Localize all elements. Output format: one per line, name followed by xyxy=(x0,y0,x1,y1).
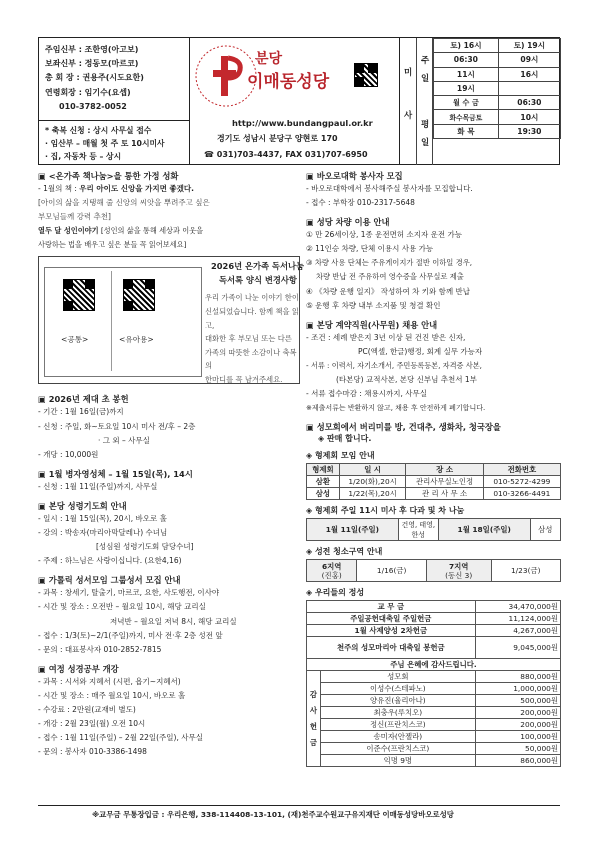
thanks-side-label: 감사헌금 xyxy=(307,671,321,767)
staff-funeral: 연령회장 : 임기수(요셉) xyxy=(45,87,131,97)
section-family-reading: ▣ <온가족 책나눔>을 통한 가정 성화 xyxy=(38,170,300,182)
blessing-notes: * 축복 신청 : 상시 사무실 접수 · 임산부 – 매월 첫 주 토 10시미사 · 집, 자동차 등 – 상시 xyxy=(45,126,165,162)
section-prayer-meeting: ▣ 본당 성령기도회 안내 xyxy=(38,500,300,512)
qr-common-icon[interactable] xyxy=(63,279,95,311)
section-paul-college: ▣ 바오로대학 봉사자 모집 xyxy=(306,170,561,182)
brotherhood-meeting-table: 형제회 일 시 장 소 전화번호 삼환 1/20(화),20시 관리사무실노인정 010-5272-4299 삼성 1/22(목),20시 관 리 사 무 소 010-3266-4491 xyxy=(306,463,561,500)
footer-bank-info: ※교무금 무통장입금 : 우리은행, 338-114408-13-101, (재)천주교수원교구유지재단 이매동성당바오로성당 xyxy=(92,810,454,819)
brotherhood-meeting-title: ◈ 형제회 모임 안내 xyxy=(306,450,561,461)
section-sick-communion: ▣ 1월 병자영성체 – 1월 15일(목), 14시 xyxy=(38,468,300,480)
parish-phone: ☎ 031)703-4437, FAX 031)707-6950 xyxy=(204,150,368,159)
qr-infant-icon[interactable] xyxy=(123,279,155,311)
section-candle-offering: ▣ 2026년 제대 초 봉헌 xyxy=(38,393,300,405)
staff-assistant: 보좌신부 : 정동모(마르코) xyxy=(45,59,139,69)
bulletin-header xyxy=(38,37,560,165)
staff-phone: 010-3782-0052 xyxy=(59,101,127,111)
homepage-qr-icon xyxy=(354,63,378,87)
reading-log-box: <공통> <유아용> 2026년 온가족 독서나눔 독서록 양식 변경사항 우리 가족이 나눈 이야기 한이 신설되었습니다. 함께 책을 읽고, 대화한 후 부모님 또는 다른 가족의 따뜻한 소감이나 축복의 한마디를 꼭 남겨주세요. xyxy=(38,256,300,384)
section-vehicle-use: ▣ 성당 차량 이용 안내 xyxy=(306,216,561,228)
qr-infant-label: <유아용> xyxy=(119,335,154,345)
tea-sharing-title: ◈ 형제회 주일 11시 미사 후 다과 및 차 나눔 xyxy=(306,505,561,516)
section-mothers-sale: ▣ 성모회에서 버리미를 방, 건대추, 생화차, 청국장을 xyxy=(306,421,561,433)
thanks-heading: 주님 은혜에 감사드립니다. xyxy=(307,659,561,671)
cleaning-area-table: 6지역 (진홍) 1/16(금) 7지역 (동신 3) 1/23(금) xyxy=(306,559,561,582)
qr-common-label: <공통> xyxy=(61,335,89,345)
homepage-url[interactable]: http://www.bundangpaul.or.kr xyxy=(232,118,373,128)
parish-name: 이매동성당 xyxy=(247,72,330,92)
mass-schedule xyxy=(399,38,561,165)
cleaning-area-title: ◈ 성전 청소구역 안내 xyxy=(306,546,561,557)
box-title: 2026년 온가족 독서나눔 xyxy=(211,261,304,272)
staff-pastor: 주임신부 : 조한영(아고보) xyxy=(45,45,139,54)
parish-address: 경기도 성남시 분당구 양현로 170 xyxy=(217,134,338,143)
right-column: ▣ 바오로대학 봉사자 모집 - 바오로대학에서 봉사해주실 봉사자를 모집합니다. - 접수 : 부학장 010-2317-5648 ▣ 성당 차량 이용 안내 ① 만 26세이상, 1종 운전면허 소지자 운전 가능 ② 11인승 차량, 단체 이용시 사용 가능 ③ 차량 사용 단체는 주유게이지가 절반 이하일 경우, 차량 반납 전 주유하여 영수증을 사무실로 제출 ④ 《차량 운행 일지》 작성하여 차 키와 함께 반납 ⑤ 운행 후 차량 내부 소지품 및 청결 확인 ▣ 본당 계약직원(사무원) 채용 안내 - 조건 : 세례 받은지 3년 이상 된 건진 받은 신자, PC(엑셀, 한글)행정, 회계 실무 가능자 - 서류 : 이력서, 자기소개서, 주민등록등본, 자격증 사본, (타본당) 교적사본, 본당 신부님 추천서 1부 - 서류 접수마감 : 채용시까지, 사무실 ※제출서류는 반환하지 않고, 채용 후 안전하게 폐기합니다. ▣ 성모회에서 버리미를 방, 건대추, 생화차, 청국장을 ◈ 판매 합니다. ◈ 형제회 모임 안내 형제회 일 시 장 소 전화번호 삼환 1/20(화),20시 관리사무실노인정 010-5272-4299 삼성 1/22(목),20시 관 리 사 무 소 010-3266-4491 ◈ 형제회 주일 11시 미사 후 다과 및 차 나눔 1월 11일(주일) 건영, 태영,한성 1월 18일(주일) 삼성 ◈ 성전 청소구역 안내 6지역 (진홍) 1/16(금) 7지역 (동신 3) 1/23(금) ◈ 우리들의 정성 교 무 금 34,470,000원 주일공헌대축일 주일헌금 11,124,000원 1월 사제양성 2차헌금 4,267,000원 천주의 성모마리아 대축일 봉헌금 9,045,000원 주님 은혜에 감사드립니다. 감사헌금 성모회 880,000원 이성수(스테파노) 1,000,000원 양유진(율리아나) 500,000원 최충우(루치오) 200,000원 정신(프란치스코) 200,000원 송미자(안젤라) 100,000원 이준수(프란치스코) 50,000원 익명 9명 860,000원 xyxy=(306,170,561,767)
weekday-label: 평 일 xyxy=(421,120,430,148)
section-bible-study: ▣ 여정 성경공부 개강 xyxy=(38,663,300,675)
mass-label: 미 사 xyxy=(404,68,413,121)
left-column: ▣ <온가족 책나눔>을 통한 가정 성화 - 1월의 책 : 우리 아이도 신앙을 가지면 좋겠다. [아이의 삶을 지탱해 줄 신앙의 씨앗을 뿌려주고 싶은 부모님들께 강력 추천] 열두 달 성인이야기 [성인의 삶을 통해 세상과 이웃을 사랑하는 법을 배우고 싶은 분들 꼭 읽어보세요] <공통> <유아용> 2026년 온가족 독서나눔 독서록 양식 변경사항 우리 가족이 나눈 이야기 한이 신설되었습니다. 함께 책을 읽고, 대화한 후 부모님 또는 다른 가족의 따뜻한 소감이나 축복의 한마디를 꼭 남겨주세요. ▣ 2026년 제대 초 봉헌 - 기간 : 1월 16일(금)까지 - 신청 : 주일, 화~토요일 10시 미사 전/후 – 2층 · 그 외 – 사무실 - 개당 : 10,000원 ▣ 1월 병자영성체 – 1월 15일(목), 14시 - 신청 : 1월 11일(주일)까지, 사무실 ▣ 본당 성령기도회 안내 - 일시 : 1월 15일(목), 20시, 바오로 홀 - 강의 : 박송자(마리아막달레나) 수녀님 [성심원 성령기도회 담당수녀] - 주제 : 하느님은 사랑이십니다. (요한4,16) ▣ 가톨릭 성서모임 그룹성서 모집 안내 - 과목 : 창세기, 탈출기, 마르코, 요한, 사도행전, 이사야 - 시간 및 장소 : 오전반 – 월요일 10시, 해당 교리실 저녁반 – 월요일 저녁 8시, 해당 교리실 - 접수 : 1/3(토)~2/1(주일)까지, 미사 전·후 2층 성전 앞 - 문의 : 대표봉사자 010-2852-7815 ▣ 여정 성경공부 개강 - 과목 : 시서와 지혜서 (시편, 욥기~지혜서) - 시간 및 장소 : 매주 월요일 10시, 바오로 홀 - 수강료 : 2만원(교재비 별도) - 개강 : 2월 23일(월) 오전 10시 - 접수 : 1월 11일(주일) – 2월 22일(주일), 사무실 - 문의 : 봉사자 010-3386-1498 xyxy=(38,170,300,759)
staff-president: 총 회 장 : 권용주(시도요한) xyxy=(45,73,144,83)
section-bible-group: ▣ 가톨릭 성서모임 그룹성서 모집 안내 xyxy=(38,574,300,586)
parish-small-title: 분당 xyxy=(255,51,283,67)
tea-sharing-table: 1월 11일(주일) 건영, 태영,한성 1월 18일(주일) 삼성 xyxy=(306,518,561,541)
mass-times-table: 토) 16시 토) 19시 06:30 09시 11시 16시 19시 월 수 금 06:30 화수목금토 10시 화 목 19:30 xyxy=(433,38,561,139)
offering-table: 교 무 금 34,470,000원 주일공헌대축일 주일헌금 11,124,000원 1월 사제양성 2차헌금 4,267,000원 천주의 성모마리아 대축일 봉헌금 9,045,000원 주님 은혜에 감사드립니다. 감사헌금 성모회 880,000원 이성수(스테파노) 1,000,000원 양유진(율리아나) 500,000원 최충우(루치오) 200,000원 정신(프란치스코) 200,000원 송미자(안젤라) 100,000원 이준수(프란치스코) 50,000원 익명 9명 860,000원 xyxy=(306,600,561,767)
offering-title: ◈ 우리들의 정성 xyxy=(306,587,561,598)
staff-list xyxy=(45,43,144,114)
section-staff-hiring: ▣ 본당 계약직원(사무원) 채용 안내 xyxy=(306,319,561,331)
sunday-label: 주 일 xyxy=(421,56,430,84)
